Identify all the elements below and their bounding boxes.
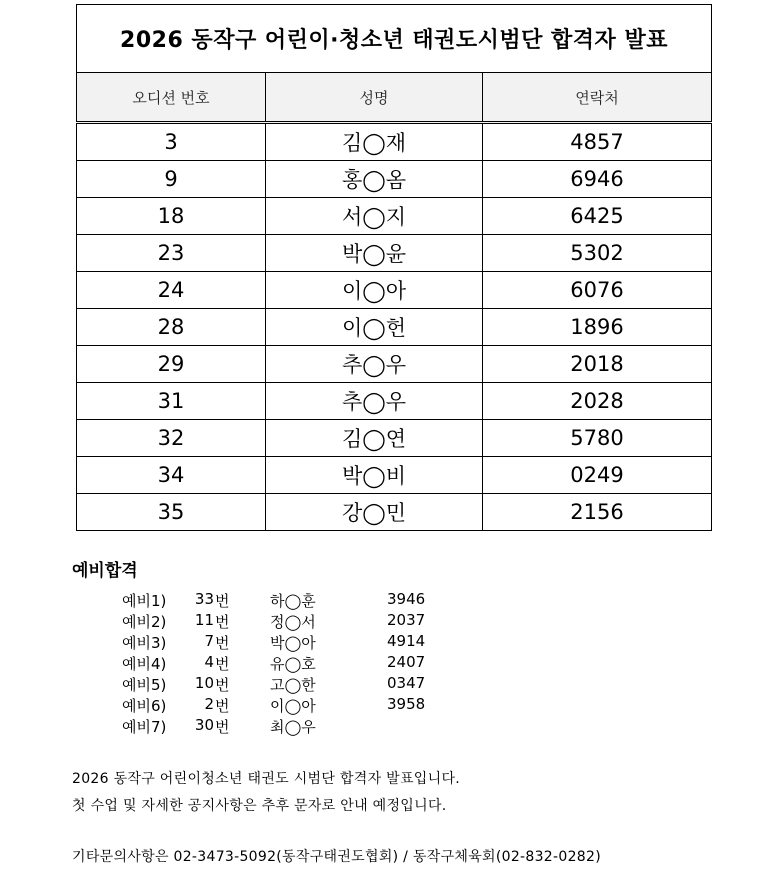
reserve-label: 예비4) <box>122 655 167 673</box>
table-row <box>77 383 712 420</box>
reserve-name: 유◯호 <box>270 655 316 673</box>
cell-audition-number: 9 <box>77 161 266 198</box>
cell-contact: 4857 <box>483 123 712 161</box>
cell-name: 박◯윤 <box>266 235 483 272</box>
reserve-number: 2 <box>204 695 214 713</box>
reserve-contact: 3946 <box>387 590 426 608</box>
reserve-label: 예비1) <box>122 592 167 610</box>
reserve-number-unit: 번 <box>215 655 230 673</box>
cell-name: 서◯지 <box>266 198 483 235</box>
table-row <box>77 272 712 309</box>
cell-name: 이◯헌 <box>266 309 483 346</box>
reserve-label: 예비6) <box>122 697 167 715</box>
cell-audition-number: 31 <box>77 383 266 420</box>
cell-audition-number: 24 <box>77 272 266 309</box>
table-row <box>77 123 712 161</box>
cell-name: 박◯비 <box>266 457 483 494</box>
cell-contact: 5780 <box>483 420 712 457</box>
cell-contact: 6946 <box>483 161 712 198</box>
cell-name: 추◯우 <box>266 346 483 383</box>
cell-contact: 2156 <box>483 494 712 531</box>
reserve-label: 예비5) <box>122 676 167 694</box>
cell-audition-number: 32 <box>77 420 266 457</box>
table-row <box>77 309 712 346</box>
page-title: 2026 동작구 어린이·청소년 태권도시범단 합격자 발표 <box>77 5 712 73</box>
reserve-name: 정◯서 <box>270 613 316 631</box>
cell-audition-number: 28 <box>77 309 266 346</box>
cell-contact: 2028 <box>483 383 712 420</box>
notice-line-2: 첫 수업 및 자세한 공지사항은 추후 문자로 안내 예정입니다. <box>72 798 447 814</box>
reserve-name: 고◯한 <box>270 676 316 694</box>
reserve-label: 예비7) <box>122 718 167 736</box>
cell-audition-number: 3 <box>77 123 266 161</box>
reserve-number-unit: 번 <box>215 697 230 715</box>
results-table <box>76 4 712 531</box>
reserve-contact: 2037 <box>387 611 426 629</box>
cell-contact: 6076 <box>483 272 712 309</box>
reserve-name: 이◯아 <box>270 697 316 715</box>
reserve-label: 예비2) <box>122 613 167 631</box>
table-row <box>77 161 712 198</box>
cell-name: 추◯우 <box>266 383 483 420</box>
column-header-contact: 연락처 <box>483 73 712 123</box>
reserve-number-unit: 번 <box>215 613 230 631</box>
table-row <box>77 420 712 457</box>
reserve-number: 30 <box>194 716 214 734</box>
cell-audition-number: 34 <box>77 457 266 494</box>
cell-name: 김◯연 <box>266 420 483 457</box>
reserve-number: 33 <box>194 590 214 608</box>
reserve-label: 예비3) <box>122 634 167 652</box>
reserve-name: 하◯훈 <box>270 592 316 610</box>
reserve-section-title: 예비합격 <box>72 561 138 581</box>
reserve-name: 박◯아 <box>270 634 316 652</box>
cell-contact: 1896 <box>483 309 712 346</box>
reserve-contact: 4914 <box>387 632 426 650</box>
cell-audition-number: 29 <box>77 346 266 383</box>
reserve-number: 10 <box>194 674 214 692</box>
cell-audition-number: 18 <box>77 198 266 235</box>
reserve-number: 7 <box>204 632 214 650</box>
reserve-name: 최◯우 <box>270 718 316 736</box>
reserve-number-unit: 번 <box>215 676 230 694</box>
column-header-name: 성명 <box>266 73 483 123</box>
cell-name: 이◯아 <box>266 272 483 309</box>
cell-contact: 2018 <box>483 346 712 383</box>
reserve-number-unit: 번 <box>215 718 230 736</box>
reserve-number: 11 <box>194 611 214 629</box>
table-row <box>77 494 712 531</box>
reserve-number-unit: 번 <box>215 634 230 652</box>
table-row <box>77 235 712 272</box>
cell-audition-number: 35 <box>77 494 266 531</box>
cell-contact: 5302 <box>483 235 712 272</box>
contact-info: 기타문의사항은 02-3473-5092(동작구태권도협회) / 동작구체육회(02-832-0282) <box>72 849 601 865</box>
table-row <box>77 346 712 383</box>
reserve-contact: 3958 <box>387 695 426 713</box>
cell-name: 강◯민 <box>266 494 483 531</box>
table-row <box>77 198 712 235</box>
column-header-audition-number: 오디션 번호 <box>77 73 266 123</box>
cell-contact: 0249 <box>483 457 712 494</box>
cell-name: 김◯재 <box>266 123 483 161</box>
cell-contact: 6425 <box>483 198 712 235</box>
reserve-contact: 2407 <box>387 653 426 671</box>
reserve-number: 4 <box>204 653 214 671</box>
reserve-number-unit: 번 <box>215 592 230 610</box>
table-row <box>77 457 712 494</box>
notice-line-1: 2026 동작구 어린이청소년 태권도 시범단 합격자 발표입니다. <box>72 771 461 787</box>
reserve-contact: 0347 <box>387 674 426 692</box>
table-header <box>77 73 712 123</box>
cell-name: 홍◯옴 <box>266 161 483 198</box>
cell-audition-number: 23 <box>77 235 266 272</box>
